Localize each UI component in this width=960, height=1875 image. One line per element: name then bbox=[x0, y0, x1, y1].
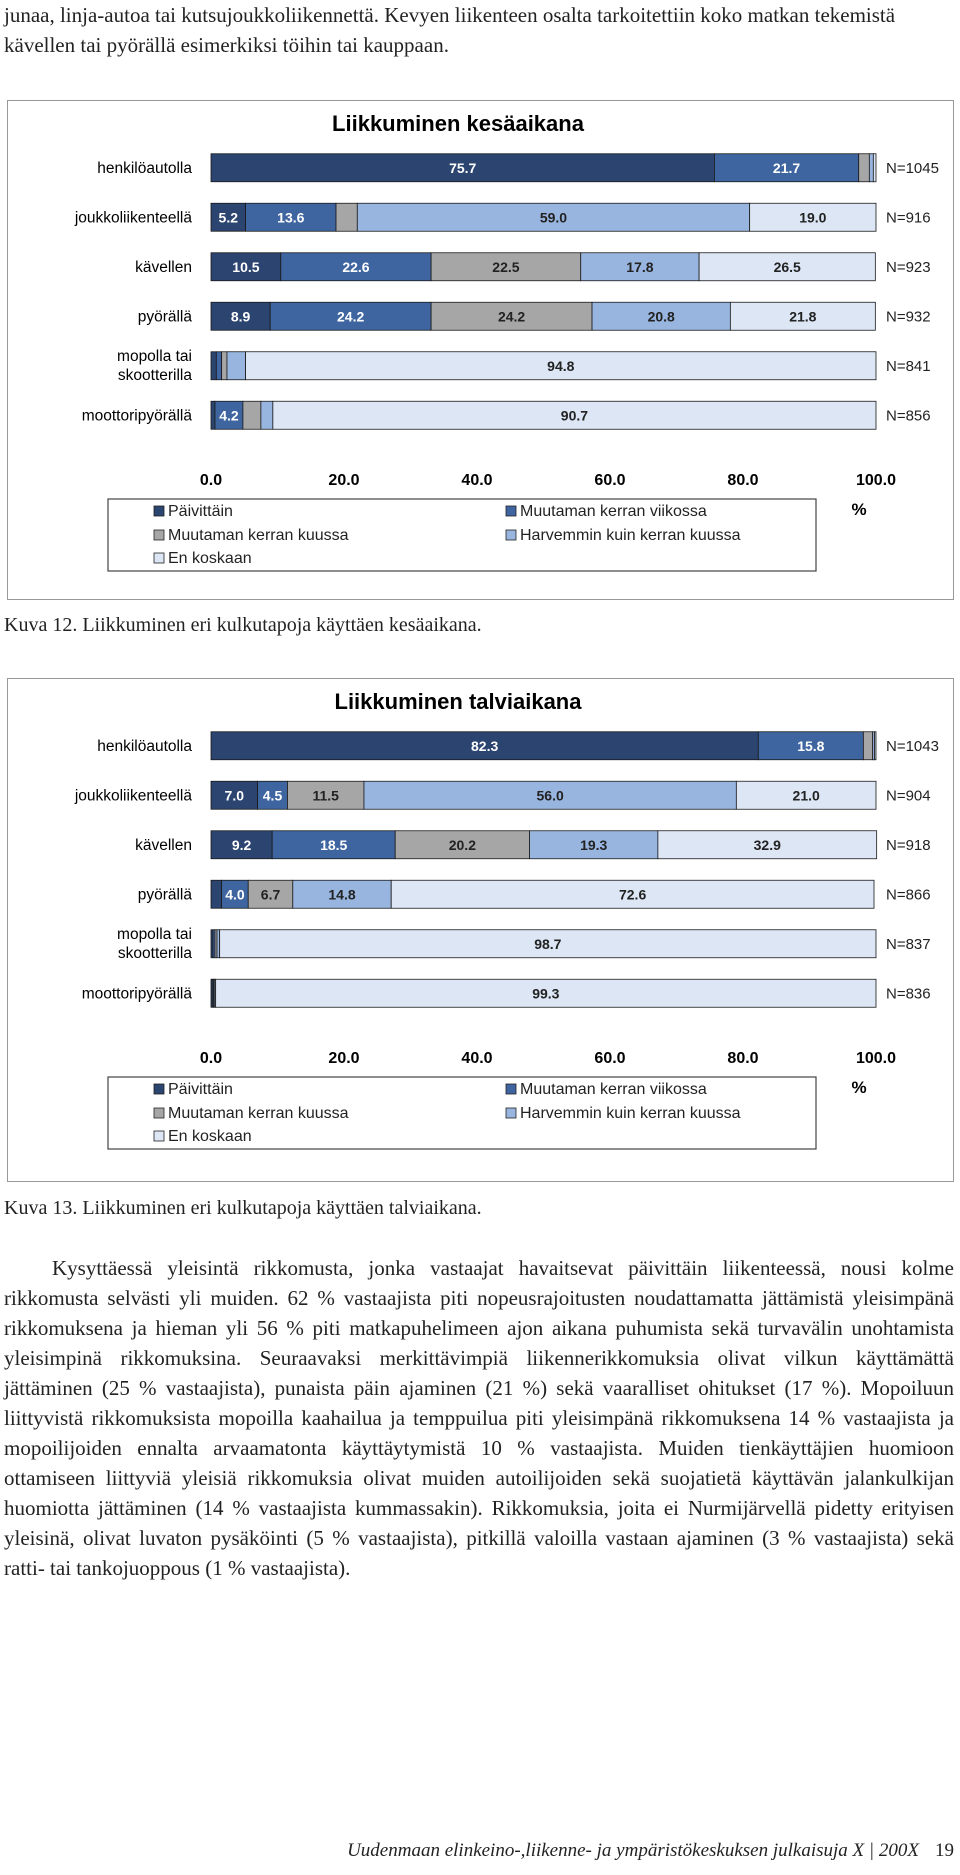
chart-legend bbox=[108, 499, 816, 571]
data-label: 56.0 bbox=[536, 787, 564, 804]
winter-chart-caption: Kuva 13. Liikkuminen eri kulkutapoja käyttäen talviaikana. bbox=[4, 1197, 482, 1219]
bar-segment-harvemmin-kuin-kerran-kuussa-mopolla-tai-skootterilla bbox=[227, 352, 246, 380]
bar-segment-paivittain-mopolla-tai-skootterilla bbox=[211, 352, 216, 380]
legend-label-muutaman-kerran-viikossa: Muutaman kerran viikossa bbox=[520, 1081, 707, 1098]
winter-chart-frame bbox=[7, 678, 954, 1182]
data-label: 4.0 bbox=[225, 886, 245, 903]
chart-legend bbox=[108, 1077, 816, 1149]
data-label: 5.2 bbox=[218, 209, 239, 226]
data-label: 21.8 bbox=[789, 308, 817, 325]
x-axis-unit: % bbox=[851, 1078, 867, 1097]
category-label-line: mopolla tai bbox=[117, 347, 192, 365]
data-label: 21.7 bbox=[772, 159, 801, 176]
category-label-mopolla-tai-skootterilla bbox=[117, 348, 192, 384]
category-label-mopolla-tai-skootterilla bbox=[117, 926, 192, 962]
category-label-kavellen: kävellen bbox=[135, 258, 192, 276]
data-label: 20.8 bbox=[647, 308, 675, 325]
n-label: N=856 bbox=[886, 407, 931, 425]
legend-swatch-en-koskaan bbox=[154, 553, 164, 563]
n-label: N=837 bbox=[886, 935, 931, 953]
category-label-henkiloautolla: henkilöautolla bbox=[97, 737, 192, 755]
x-tick-label: 40.0 bbox=[461, 1050, 493, 1067]
page-footer bbox=[347, 1840, 954, 1862]
x-tick-label: 20.0 bbox=[328, 1050, 360, 1067]
bar-segment-muutaman-kerran-kuussa-henkiloautolla bbox=[863, 732, 872, 760]
footer-publication: Uudenmaan elinkeino-,liikenne- ja ympäristökeskuksen julkaisuja X | 200X bbox=[347, 1840, 919, 1861]
category-label-joukkoliikenteella: joukkoliikenteellä bbox=[74, 787, 192, 805]
legend-swatch-paivittain bbox=[154, 1084, 164, 1094]
summer-chart-caption: Kuva 12. Liikkuminen eri kulkutapoja käyttäen kesäaikana. bbox=[4, 614, 482, 636]
summer-chart bbox=[8, 101, 953, 599]
legend-swatch-harvemmin-kuin-kerran-kuussa bbox=[506, 1108, 516, 1118]
x-tick-label: 60.0 bbox=[594, 472, 626, 489]
category-label-line: skootterilla bbox=[117, 366, 192, 384]
category-label-line: skootterilla bbox=[117, 944, 192, 962]
bar-segment-muutaman-kerran-viikossa-mopolla-tai-skootterilla bbox=[216, 352, 221, 380]
data-label: 13.6 bbox=[277, 209, 305, 226]
chart-title: Liikkuminen kesäaikana bbox=[332, 111, 584, 136]
summer-chart-frame bbox=[7, 100, 954, 600]
category-label-henkiloautolla: henkilöautolla bbox=[97, 159, 192, 177]
data-label: 24.2 bbox=[497, 308, 526, 325]
n-label: N=918 bbox=[886, 836, 931, 854]
x-tick-label: 100.0 bbox=[855, 472, 897, 489]
data-label: 17.8 bbox=[626, 258, 654, 275]
legend-label-harvemmin-kuin-kerran-kuussa: Harvemmin kuin kerran kuussa bbox=[520, 527, 741, 544]
bar-segment-muutaman-kerran-kuussa-mopolla-tai-skootterilla bbox=[222, 352, 227, 380]
data-label: 14.8 bbox=[328, 886, 356, 903]
x-tick-label: 0.0 bbox=[199, 1050, 223, 1067]
winter-chart bbox=[8, 679, 953, 1181]
category-label-moottoripyoralla: moottoripyörällä bbox=[81, 985, 192, 1003]
x-tick-label: 60.0 bbox=[594, 1050, 626, 1067]
data-label: 10.5 bbox=[232, 258, 260, 275]
x-tick-label: 0.0 bbox=[199, 472, 223, 489]
category-label-line: mopolla tai bbox=[117, 925, 192, 943]
category-label-pyoralla: pyörällä bbox=[137, 308, 192, 326]
bar-segment-en-koskaan-henkiloautolla bbox=[875, 732, 876, 760]
data-label: 19.3 bbox=[580, 836, 608, 853]
category-label-joukkoliikenteella: joukkoliikenteellä bbox=[74, 209, 192, 227]
data-label: 32.9 bbox=[753, 836, 781, 853]
data-label: 59.0 bbox=[539, 209, 568, 226]
data-label: 82.3 bbox=[471, 737, 499, 754]
legend-swatch-en-koskaan bbox=[154, 1131, 164, 1141]
data-label: 4.2 bbox=[219, 407, 239, 424]
bar-segment-paivittain-moottoripyoralla bbox=[211, 401, 215, 429]
legend-swatch-muutaman-kerran-kuussa bbox=[154, 1108, 164, 1118]
legend-label-harvemmin-kuin-kerran-kuussa: Harvemmin kuin kerran kuussa bbox=[520, 1105, 741, 1122]
category-label-kavellen: kävellen bbox=[135, 836, 192, 854]
legend-swatch-paivittain bbox=[154, 506, 164, 516]
chart-title: Liikkuminen talviaikana bbox=[334, 689, 582, 714]
legend-label-en-koskaan: En koskaan bbox=[168, 1128, 252, 1145]
n-label: N=1043 bbox=[886, 737, 939, 755]
legend-swatch-muutaman-kerran-kuussa bbox=[154, 530, 164, 540]
data-label: 99.3 bbox=[532, 985, 560, 1002]
data-label: 75.7 bbox=[449, 159, 477, 176]
category-label-pyoralla: pyörällä bbox=[137, 886, 192, 904]
x-tick-label: 100.0 bbox=[855, 1050, 897, 1067]
data-label: 20.2 bbox=[448, 836, 476, 853]
legend-label-muutaman-kerran-kuussa: Muutaman kerran kuussa bbox=[168, 1105, 349, 1122]
data-label: 6.7 bbox=[260, 886, 281, 903]
data-label: 11.5 bbox=[312, 787, 339, 804]
bar-segment-muutaman-kerran-kuussa-moottoripyoralla bbox=[243, 401, 261, 429]
data-label: 19.0 bbox=[799, 209, 827, 226]
bar-segment-harvemmin-kuin-kerran-kuussa-moottoripyoralla bbox=[261, 401, 273, 429]
legend-label-paivittain: Päivittäin bbox=[168, 503, 233, 520]
data-label: 15.8 bbox=[797, 737, 825, 754]
x-tick-label: 40.0 bbox=[461, 472, 493, 489]
intro-paragraph: junaa, linja-autoa tai kutsujoukkoliikennettä. Kevyen liikenteen osalta tarkoitettiin koko matkan tekemistä kävellen tai pyörällä esimerkiksi töihin tai kauppaan. bbox=[4, 3, 896, 57]
bar-segment-paivittain-pyoralla bbox=[211, 880, 222, 908]
data-label: 22.5 bbox=[492, 258, 520, 275]
x-tick-label: 20.0 bbox=[328, 472, 360, 489]
bar-segment-harvemmin-kuin-kerran-kuussa-henkiloautolla bbox=[869, 154, 873, 182]
data-label: 26.5 bbox=[773, 258, 801, 275]
page-number: 19 bbox=[935, 1840, 954, 1861]
legend-label-muutaman-kerran-kuussa: Muutaman kerran kuussa bbox=[168, 527, 349, 544]
n-label: N=836 bbox=[886, 985, 931, 1003]
bar-segment-muutaman-kerran-kuussa-henkiloautolla bbox=[859, 154, 870, 182]
x-tick-label: 80.0 bbox=[727, 1050, 759, 1067]
data-label: 90.7 bbox=[560, 407, 589, 424]
data-label: 94.8 bbox=[547, 357, 575, 374]
bar-segment-en-koskaan-henkiloautolla bbox=[873, 154, 876, 182]
data-label: 22.6 bbox=[342, 258, 370, 275]
data-label: 18.5 bbox=[320, 836, 348, 853]
data-label: 24.2 bbox=[337, 308, 365, 325]
n-label: N=904 bbox=[886, 787, 931, 805]
data-label: 8.9 bbox=[230, 308, 251, 325]
data-label: 21.0 bbox=[792, 787, 820, 804]
x-tick-label: 80.0 bbox=[727, 472, 759, 489]
n-label: N=923 bbox=[886, 258, 931, 276]
n-label: N=1045 bbox=[886, 159, 939, 177]
n-label: N=866 bbox=[886, 886, 931, 904]
data-label: 4.5 bbox=[262, 787, 283, 804]
data-label: 98.7 bbox=[534, 935, 562, 952]
data-label: 7.0 bbox=[224, 787, 245, 804]
n-label: N=841 bbox=[886, 357, 931, 375]
legend-swatch-muutaman-kerran-viikossa bbox=[506, 506, 516, 516]
legend-swatch-muutaman-kerran-viikossa bbox=[506, 1084, 516, 1094]
n-label: N=932 bbox=[886, 308, 931, 326]
n-label: N=916 bbox=[886, 209, 931, 227]
data-label: 9.2 bbox=[231, 836, 252, 853]
data-label: 72.6 bbox=[618, 886, 647, 903]
legend-label-en-koskaan: En koskaan bbox=[168, 550, 252, 567]
legend-swatch-harvemmin-kuin-kerran-kuussa bbox=[506, 530, 516, 540]
body-paragraph: Kysyttäessä yleisintä rikkomusta, jonka vastaajat havaitsevat päivittäin liikenteessä, nousi kolme rikkomusta selvästi yli muiden. 62 % vastaajista piti nopeusrajoitusten noudattamatta jättämistä yleisimpänä rikkomuksena ja hieman yli 56 % piti matkapuhelimeen ajon aikana puhumista sekä turvavälin unohtamista yleisimpinä rikkomuksina. Seuraavaksi merkittävimpiä liikennerikkomuksia olivat vilkun käyttämättä jättäminen (25 % vastaajista), punaista päin ajaminen (21 %) sekä vaaralliset ohitukset (17 %). Mopoiluun liittyvistä rikkomuksista mopoilla kaahailua ja temppuilua piti yleisimpänä rikkomuksena 14 % vastaajista ja mopoilijoiden ennalta arvaamatonta käyttäytymistä 10 % vastaajista. Muiden tienkäyttäjien huomioon ottamiseen liittyviä yleisiä rikkomuksia olivat muiden autoilijoiden sekä suojatietä käyttävän jalankulkijan huomiotta jättäminen (14 % vastaajista kummassakin). Rikkomuksia, joita ei Nurmijärvellä pidetty erityisen yleisinä, olivat luvaton pysäköinti (5 % vastaajista), pitkillä valoilla vastaan ajaminen (3 % vastaajista) sekä ratti- tai tankojuoppous (1 % vastaajista). bbox=[4, 1256, 954, 1580]
bar-segment-muutaman-kerran-kuussa-joukkoliikenteella bbox=[336, 203, 357, 231]
legend-label-paivittain: Päivittäin bbox=[168, 1081, 233, 1098]
legend-label-muutaman-kerran-viikossa: Muutaman kerran viikossa bbox=[520, 503, 707, 520]
category-label-moottoripyoralla: moottoripyörällä bbox=[81, 407, 192, 425]
x-axis-unit: % bbox=[851, 500, 867, 519]
